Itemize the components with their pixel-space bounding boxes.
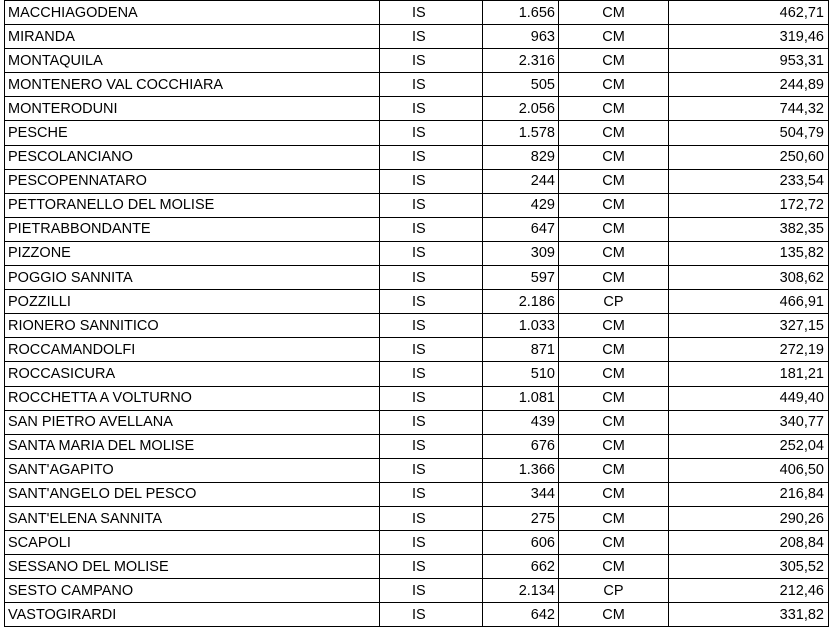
classification-cell: CM	[559, 145, 669, 169]
amount-cell: 308,62	[669, 266, 829, 290]
population-cell: 505	[483, 73, 559, 97]
amount-cell: 449,40	[669, 386, 829, 410]
municipality-name-cell: ROCCAMANDOLFI	[5, 338, 380, 362]
municipality-name-cell: PETTORANELLO DEL MOLISE	[5, 193, 380, 217]
province-code-cell: IS	[380, 579, 483, 603]
province-code-cell: IS	[380, 555, 483, 579]
table-row	[5, 458, 829, 482]
table-row	[5, 579, 829, 603]
amount-cell: 252,04	[669, 434, 829, 458]
municipality-name-cell: PESCOPENNATARO	[5, 169, 380, 193]
municipality-name-cell: PIZZONE	[5, 241, 380, 265]
table-row	[5, 241, 829, 265]
table-row	[5, 362, 829, 386]
province-code-cell: IS	[380, 314, 483, 338]
province-code-cell: IS	[380, 386, 483, 410]
population-cell: 2.316	[483, 49, 559, 73]
province-code-cell: IS	[380, 603, 483, 627]
province-code-cell: IS	[380, 362, 483, 386]
province-code-cell: IS	[380, 434, 483, 458]
municipality-name-cell: RIONERO SANNITICO	[5, 314, 380, 338]
table-row	[5, 97, 829, 121]
classification-cell: CM	[559, 266, 669, 290]
classification-cell: CP	[559, 290, 669, 314]
table-row	[5, 169, 829, 193]
amount-cell: 290,26	[669, 506, 829, 530]
municipality-name-cell: SCAPOLI	[5, 531, 380, 555]
population-cell: 963	[483, 25, 559, 49]
classification-cell: CM	[559, 1, 669, 25]
population-cell: 439	[483, 410, 559, 434]
table-row	[5, 266, 829, 290]
amount-cell: 244,89	[669, 73, 829, 97]
province-code-cell: IS	[380, 121, 483, 145]
table-row	[5, 121, 829, 145]
municipality-name-cell: SANT'AGAPITO	[5, 458, 380, 482]
table-row	[5, 338, 829, 362]
population-cell: 606	[483, 531, 559, 555]
population-cell: 275	[483, 506, 559, 530]
province-code-cell: IS	[380, 217, 483, 241]
municipality-table	[4, 0, 829, 627]
population-cell: 510	[483, 362, 559, 386]
population-cell: 1.081	[483, 386, 559, 410]
population-cell: 829	[483, 145, 559, 169]
province-code-cell: IS	[380, 410, 483, 434]
classification-cell: CM	[559, 338, 669, 362]
table-row	[5, 217, 829, 241]
province-code-cell: IS	[380, 290, 483, 314]
municipality-name-cell: MONTERODUNI	[5, 97, 380, 121]
amount-cell: 466,91	[669, 290, 829, 314]
table-row	[5, 531, 829, 555]
classification-cell: CM	[559, 314, 669, 338]
municipality-name-cell: VASTOGIRARDI	[5, 603, 380, 627]
amount-cell: 319,46	[669, 25, 829, 49]
table-row	[5, 290, 829, 314]
municipality-name-cell: MIRANDA	[5, 25, 380, 49]
municipality-name-cell: PESCHE	[5, 121, 380, 145]
population-cell: 1.656	[483, 1, 559, 25]
province-code-cell: IS	[380, 73, 483, 97]
municipality-name-cell: POGGIO SANNITA	[5, 266, 380, 290]
classification-cell: CM	[559, 97, 669, 121]
table-row	[5, 49, 829, 73]
municipality-name-cell: MONTAQUILA	[5, 49, 380, 73]
table-row	[5, 1, 829, 25]
table-row	[5, 314, 829, 338]
amount-cell: 504,79	[669, 121, 829, 145]
classification-cell: CP	[559, 579, 669, 603]
province-code-cell: IS	[380, 169, 483, 193]
amount-cell: 233,54	[669, 169, 829, 193]
classification-cell: CM	[559, 458, 669, 482]
province-code-cell: IS	[380, 1, 483, 25]
population-cell: 676	[483, 434, 559, 458]
amount-cell: 250,60	[669, 145, 829, 169]
population-cell: 1.033	[483, 314, 559, 338]
amount-cell: 331,82	[669, 603, 829, 627]
amount-cell: 406,50	[669, 458, 829, 482]
table-row	[5, 555, 829, 579]
province-code-cell: IS	[380, 482, 483, 506]
amount-cell: 953,31	[669, 49, 829, 73]
amount-cell: 340,77	[669, 410, 829, 434]
amount-cell: 327,15	[669, 314, 829, 338]
classification-cell: CM	[559, 121, 669, 145]
classification-cell: CM	[559, 603, 669, 627]
classification-cell: CM	[559, 555, 669, 579]
classification-cell: CM	[559, 410, 669, 434]
municipality-name-cell: SAN PIETRO AVELLANA	[5, 410, 380, 434]
population-cell: 429	[483, 193, 559, 217]
population-cell: 1.578	[483, 121, 559, 145]
municipality-name-cell: SANTA MARIA DEL MOLISE	[5, 434, 380, 458]
province-code-cell: IS	[380, 193, 483, 217]
municipality-name-cell: POZZILLI	[5, 290, 380, 314]
population-cell: 642	[483, 603, 559, 627]
table-row	[5, 25, 829, 49]
amount-cell: 216,84	[669, 482, 829, 506]
amount-cell: 208,84	[669, 531, 829, 555]
table-row	[5, 73, 829, 97]
table-row	[5, 193, 829, 217]
classification-cell: CM	[559, 73, 669, 97]
province-code-cell: IS	[380, 531, 483, 555]
province-code-cell: IS	[380, 266, 483, 290]
municipality-name-cell: ROCCHETTA A VOLTURNO	[5, 386, 380, 410]
amount-cell: 272,19	[669, 338, 829, 362]
amount-cell: 135,82	[669, 241, 829, 265]
municipality-name-cell: PESCOLANCIANO	[5, 145, 380, 169]
population-cell: 647	[483, 217, 559, 241]
province-code-cell: IS	[380, 458, 483, 482]
classification-cell: CM	[559, 506, 669, 530]
province-code-cell: IS	[380, 506, 483, 530]
table-body	[5, 1, 829, 627]
table-row	[5, 603, 829, 627]
province-code-cell: IS	[380, 145, 483, 169]
classification-cell: CM	[559, 434, 669, 458]
amount-cell: 744,32	[669, 97, 829, 121]
municipality-name-cell: PIETRABBONDANTE	[5, 217, 380, 241]
classification-cell: CM	[559, 193, 669, 217]
population-cell: 2.134	[483, 579, 559, 603]
table-row	[5, 434, 829, 458]
municipality-name-cell: MONTENERO VAL COCCHIARA	[5, 73, 380, 97]
classification-cell: CM	[559, 362, 669, 386]
municipality-name-cell: SANT'ELENA SANNITA	[5, 506, 380, 530]
classification-cell: CM	[559, 25, 669, 49]
municipality-name-cell: SESTO CAMPANO	[5, 579, 380, 603]
province-code-cell: IS	[380, 25, 483, 49]
table-row	[5, 386, 829, 410]
population-cell: 309	[483, 241, 559, 265]
population-cell: 2.186	[483, 290, 559, 314]
table-row	[5, 482, 829, 506]
population-cell: 244	[483, 169, 559, 193]
province-code-cell: IS	[380, 338, 483, 362]
population-cell: 662	[483, 555, 559, 579]
province-code-cell: IS	[380, 241, 483, 265]
municipality-name-cell: SANT'ANGELO DEL PESCO	[5, 482, 380, 506]
municipality-name-cell: ROCCASICURA	[5, 362, 380, 386]
population-cell: 344	[483, 482, 559, 506]
classification-cell: CM	[559, 169, 669, 193]
amount-cell: 212,46	[669, 579, 829, 603]
classification-cell: CM	[559, 217, 669, 241]
municipality-name-cell: MACCHIAGODENA	[5, 1, 380, 25]
table-row	[5, 145, 829, 169]
classification-cell: CM	[559, 531, 669, 555]
province-code-cell: IS	[380, 49, 483, 73]
amount-cell: 305,52	[669, 555, 829, 579]
amount-cell: 181,21	[669, 362, 829, 386]
municipality-name-cell: SESSANO DEL MOLISE	[5, 555, 380, 579]
amount-cell: 382,35	[669, 217, 829, 241]
population-cell: 597	[483, 266, 559, 290]
table-row	[5, 506, 829, 530]
table-row	[5, 410, 829, 434]
classification-cell: CM	[559, 241, 669, 265]
population-cell: 871	[483, 338, 559, 362]
amount-cell: 462,71	[669, 1, 829, 25]
classification-cell: CM	[559, 482, 669, 506]
population-cell: 1.366	[483, 458, 559, 482]
classification-cell: CM	[559, 49, 669, 73]
population-cell: 2.056	[483, 97, 559, 121]
province-code-cell: IS	[380, 97, 483, 121]
classification-cell: CM	[559, 386, 669, 410]
amount-cell: 172,72	[669, 193, 829, 217]
municipality-table-sheet	[4, 0, 829, 627]
